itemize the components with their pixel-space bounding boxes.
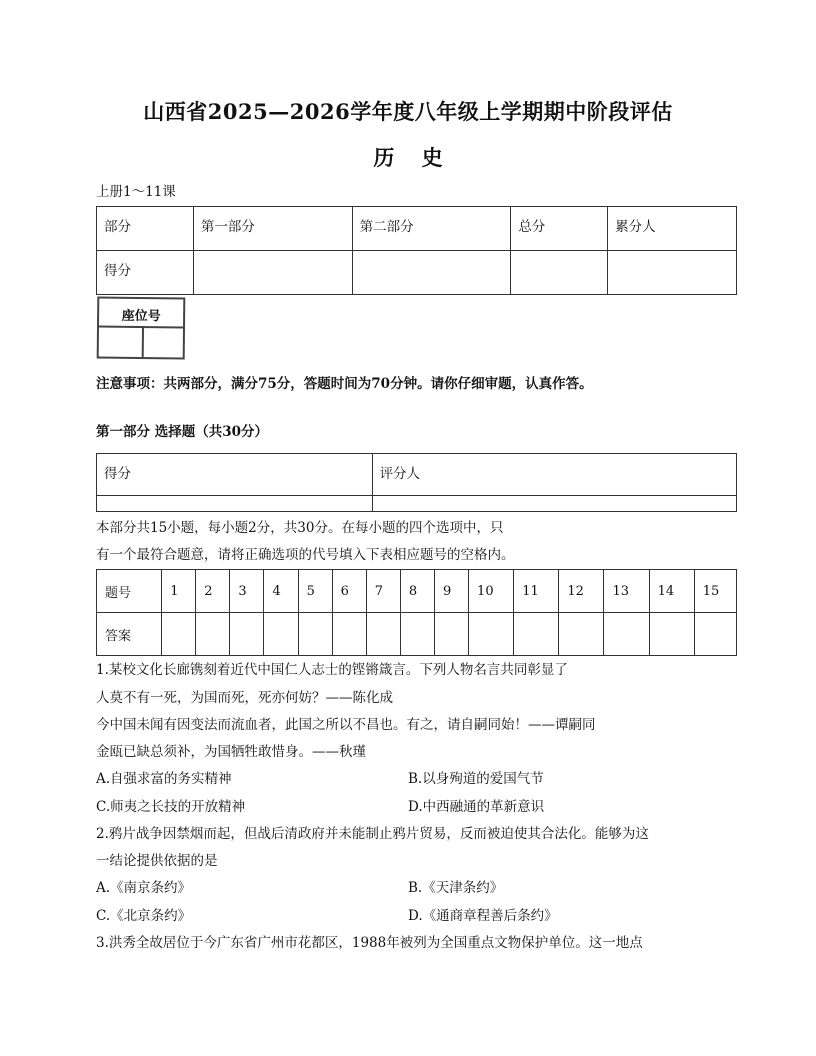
score-row-label: 得分	[97, 251, 194, 295]
question-number: 15	[694, 570, 736, 613]
option-b: B.以身殉道的爱国气节	[408, 771, 544, 787]
part1-heading: 第一部分 选择题（共30分）	[96, 424, 268, 440]
document-title: 山西省2025—2026学年度八年级上学期期中阶段评估	[143, 99, 673, 124]
question-number: 8	[400, 570, 434, 613]
answer-cell[interactable]	[298, 613, 332, 656]
seat-number-box	[97, 297, 186, 360]
answer-cell[interactable]	[514, 613, 559, 656]
score-cell[interactable]	[193, 251, 352, 295]
score-table-header: 累分人	[608, 207, 737, 251]
instruction-line: 本部分共15小题，每小题2分，共30分。在每小题的四个选项中，只	[96, 520, 504, 536]
answer-row-label: 题号	[97, 570, 162, 613]
option-b: B.《天津条约》	[408, 880, 504, 896]
answer-cell[interactable]	[694, 613, 736, 656]
answer-row-label: 答案	[97, 613, 162, 656]
answer-cell[interactable]	[469, 613, 514, 656]
subject-title: 历 史	[373, 145, 453, 170]
question-text: 3.洪秀全故居位于今广东省广州市花都区，1988年被列为全国重点文物保护单位。这一地点	[96, 935, 643, 951]
score-table-header: 第一部分	[193, 207, 352, 251]
score-table-header: 部分	[97, 207, 194, 251]
question-number: 11	[514, 570, 559, 613]
grade-score-cell[interactable]	[97, 496, 373, 512]
option-d: D.中西融通的革新意识	[408, 799, 545, 815]
question-number: 14	[649, 570, 694, 613]
answer-cell[interactable]	[332, 613, 366, 656]
answer-cell[interactable]	[649, 613, 694, 656]
question-number: 6	[332, 570, 366, 613]
question-number: 4	[264, 570, 298, 613]
option-c: C.师夷之长技的开放精神	[96, 799, 246, 815]
score-table-header: 第二部分	[352, 207, 511, 251]
seat-box-divider	[142, 326, 144, 357]
question-number: 5	[298, 570, 332, 613]
question-number: 3	[230, 570, 264, 613]
question-text: 2.鸦片战争因禁烟而起，但战后清政府并未能制止鸦片贸易，反而被迫使其合法化。能够为这	[96, 826, 649, 842]
score-table-header: 总分	[511, 207, 608, 251]
question-number: 9	[434, 570, 468, 613]
grade-score-label: 得分	[97, 454, 373, 496]
grader-label: 评分人	[372, 454, 736, 496]
answer-cell[interactable]	[366, 613, 400, 656]
question-quote: 金瓯已缺总须补，为国牺牲敢惜身。——秋瑾	[96, 744, 366, 760]
score-cell[interactable]	[511, 251, 608, 295]
answer-cell[interactable]	[230, 613, 264, 656]
option-d: D.《通商章程善后条约》	[408, 908, 558, 924]
notice: 注意事项：共两部分，满分75分，答题时间为70分钟。请你仔细审题，认真作答。	[96, 376, 593, 392]
answer-cell[interactable]	[434, 613, 468, 656]
question-quote: 今中国未闻有因变法而流血者，此国之所以不昌也。有之，请自嗣同始！——谭嗣同	[96, 717, 596, 733]
option-c: C.《北京条约》	[96, 908, 192, 924]
answer-cell[interactable]	[196, 613, 230, 656]
option-a: A.《南京条约》	[96, 880, 192, 896]
answer-cell[interactable]	[400, 613, 434, 656]
option-a: A.自强求富的务实精神	[96, 771, 232, 787]
answer-cell[interactable]	[604, 613, 649, 656]
question-text: 一结论提供依据的是	[96, 853, 218, 869]
question-number: 2	[196, 570, 230, 613]
score-table	[96, 206, 737, 295]
instruction-line: 有一个最符合题意，请将正确选项的代号填入下表相应题号的空格内。	[96, 547, 515, 563]
grade-table	[96, 453, 737, 512]
question-number: 7	[366, 570, 400, 613]
question-quote: 人莫不有一死，为国而死，死亦何妨？——陈化成	[96, 690, 393, 706]
answer-cell[interactable]	[559, 613, 604, 656]
question-number: 1	[162, 570, 196, 613]
score-cell[interactable]	[352, 251, 511, 295]
score-cell[interactable]	[608, 251, 737, 295]
answer-table	[96, 569, 737, 656]
answer-cell[interactable]	[264, 613, 298, 656]
answer-cell[interactable]	[162, 613, 196, 656]
question-number: 13	[604, 570, 649, 613]
question-text: 1.某校文化长廊镌刻着近代中国仁人志士的铿锵箴言。下列人物名言共同彰显了	[96, 662, 568, 678]
question-number: 12	[559, 570, 604, 613]
seat-number-label: 座位号	[121, 308, 161, 325]
grader-cell[interactable]	[372, 496, 736, 512]
scope-note: 上册1～11课	[96, 184, 176, 200]
question-number: 10	[469, 570, 514, 613]
